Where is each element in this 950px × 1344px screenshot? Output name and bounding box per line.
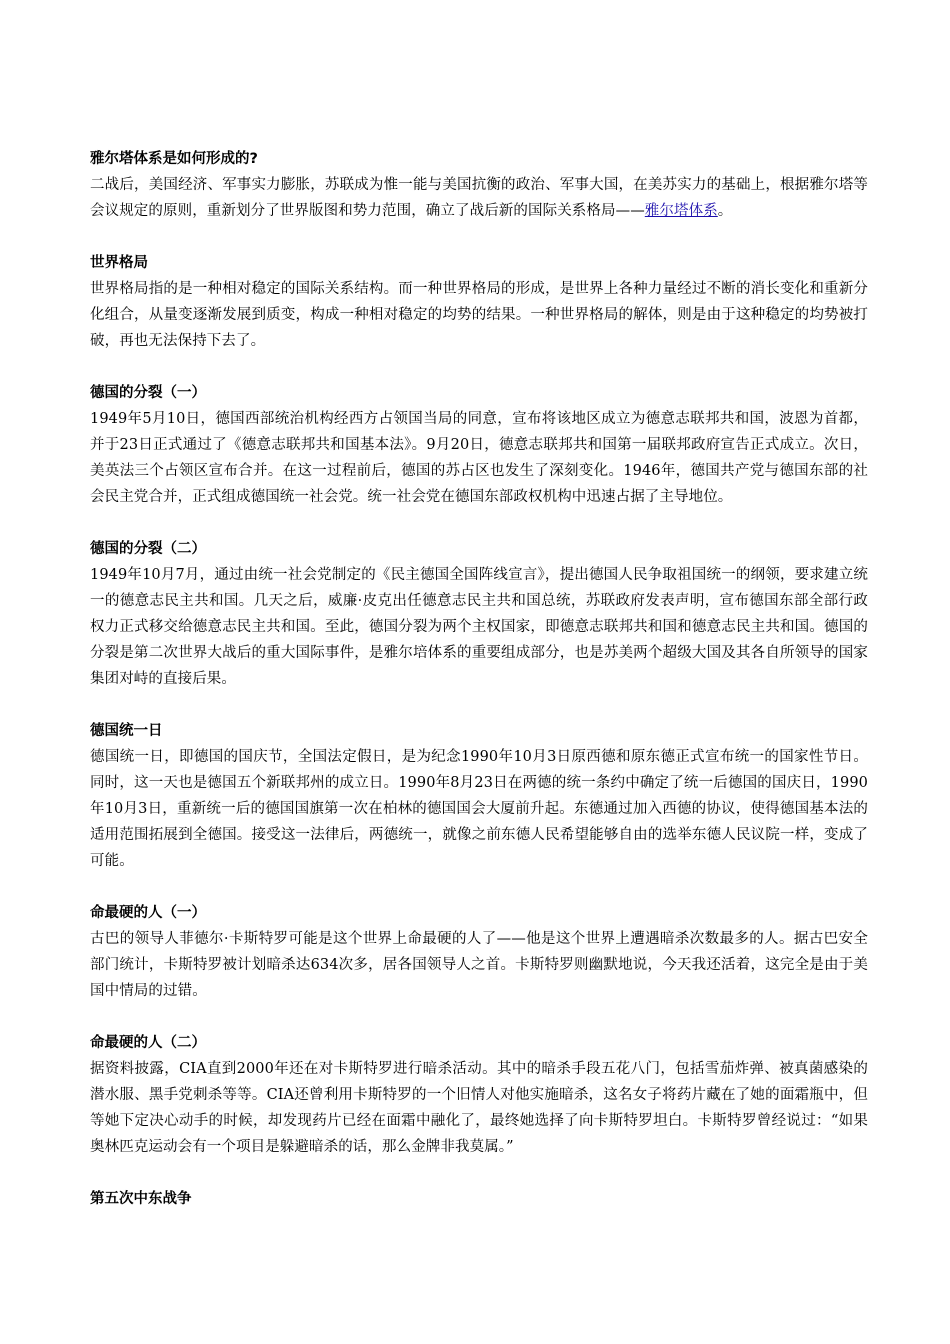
section-german-unity-day bbox=[90, 718, 868, 874]
section-germany-division-2 bbox=[90, 536, 868, 692]
section-germany-division-1 bbox=[90, 380, 868, 510]
document-page bbox=[90, 146, 868, 1238]
body-text-end: 。 bbox=[717, 203, 733, 219]
section-body bbox=[90, 172, 868, 224]
section-heading: 雅尔塔体系是如何形成的? bbox=[90, 151, 258, 167]
yalta-system-link[interactable]: 雅尔塔体系 bbox=[644, 203, 718, 219]
section-heading: 第五次中东战争 bbox=[90, 1191, 192, 1207]
section-hardest-life-2 bbox=[90, 1030, 868, 1160]
section-body: 1949年5月10日，德国西部统治机构经西方占领国当局的同意，宣布将该地区成立为德意志联邦共和国，波恩为首都，并于23日正式通过了《德意志联邦共和国基本法》。9月20日，德意志联邦共和国第一届联邦政府宣告正式成立。次日，美英法三个占领区宣布合并。在这一过程前后，德国的苏占区也发生了深刻变化。1946年，德国共产党与德国东部的社会民主党合并，正式组成德国统一社会党。统一社会党在德国东部政权机构中迅速占据了主导地位。 bbox=[90, 411, 868, 505]
section-heading: 命最硬的人（二） bbox=[90, 1035, 206, 1051]
section-heading: 德国统一日 bbox=[90, 723, 163, 739]
section-world-pattern bbox=[90, 250, 868, 354]
section-yalta-system bbox=[90, 146, 868, 224]
section-heading: 世界格局 bbox=[90, 255, 148, 271]
section-body: 德国统一日，即德国的国庆节，全国法定假日，是为纪念1990年10月3日原西德和原东德正式宣布统一的国家性节日。 同时，这一天也是德国五个新联邦州的成立日。1990年8月23日在两德的统一条约中确定了统一后德国的国庆日，1990年10月3日，重新统一后的德国国旗第一次在柏林的德国国会大厦前升起。东德通过加入西德的协议，使得德国基本法的适用范围拓展到全德国。接受这一法律后，两德统一，就像之前东德人民希望能够自由的选举东德人民议院一样，变成了可能。 bbox=[90, 749, 868, 869]
section-body: 1949年10月7月，通过由统一社会党制定的《民主德国全国阵线宣言》，提出德国人民争取祖国统一的纲领，要求建立统一的德意志民主共和国。几天之后，威廉·皮克出任德意志民主共和国总统，苏联政府发表声明，宣布德国东部全部行政权力正式移交给德意志民主共和国。至此，德国分裂为两个主权国家，即德意志联邦共和国和德意志民主共和国。德国的分裂是第二次世界大战后的重大国际事件，是雅尔培体系的重要组成部分，也是苏美两个超级大国及其各自所领导的国家集团对峙的直接后果。 bbox=[90, 567, 868, 687]
section-heading: 德国的分裂（二） bbox=[90, 541, 206, 557]
section-body: 据资料披露，CIA直到2000年还在对卡斯特罗进行暗杀活动。其中的暗杀手段五花八门，包括雪茄炸弹、被真菌感染的潜水服、黑手党刺杀等等。CIA还曾利用卡斯特罗的一个旧情人对他实施暗杀，这名女子将药片藏在了她的面霜瓶中，但等她下定决心动手的时候，却发现药片已经在面霜中融化了，最终她选择了向卡斯特罗坦白。卡斯特罗曾经说过：“如果奥林匹克运动会有一个项目是躲避暗杀的话，那么金牌非我莫属。” bbox=[90, 1061, 868, 1155]
section-fifth-middle-east-war bbox=[90, 1186, 868, 1212]
section-heading: 德国的分裂（一） bbox=[90, 385, 206, 401]
section-hardest-life-1 bbox=[90, 900, 868, 1004]
section-body: 世界格局指的是一种相对稳定的国际关系结构。而一种世界格局的形成，是世界上各种力量经过不断的消长变化和重新分化组合，从量变逐渐发展到质变，构成一种相对稳定的均势的结果。一种世界格局的解体，则是由于这种稳定的均势被打破，再也无法保持下去了。 bbox=[90, 281, 868, 349]
section-body: 古巴的领导人菲德尔·卡斯特罗可能是这个世界上命最硬的人了——他是这个世界上遭遇暗杀次数最多的人。据古巴安全部门统计，卡斯特罗被计划暗杀达634次多，居各国领导人之首。卡斯特罗则幽默地说，今天我还活着，这完全是由于美国中情局的过错。 bbox=[90, 931, 868, 999]
section-heading: 命最硬的人（一） bbox=[90, 905, 206, 921]
body-text: 二战后，美国经济、军事实力膨胀，苏联成为惟一能与美国抗衡的政治、军事大国，在美苏实力的基础上，根据雅尔塔等会议规定的原则，重新划分了世界版图和势力范围，确立了战后新的国际关系格局—— bbox=[90, 177, 868, 219]
